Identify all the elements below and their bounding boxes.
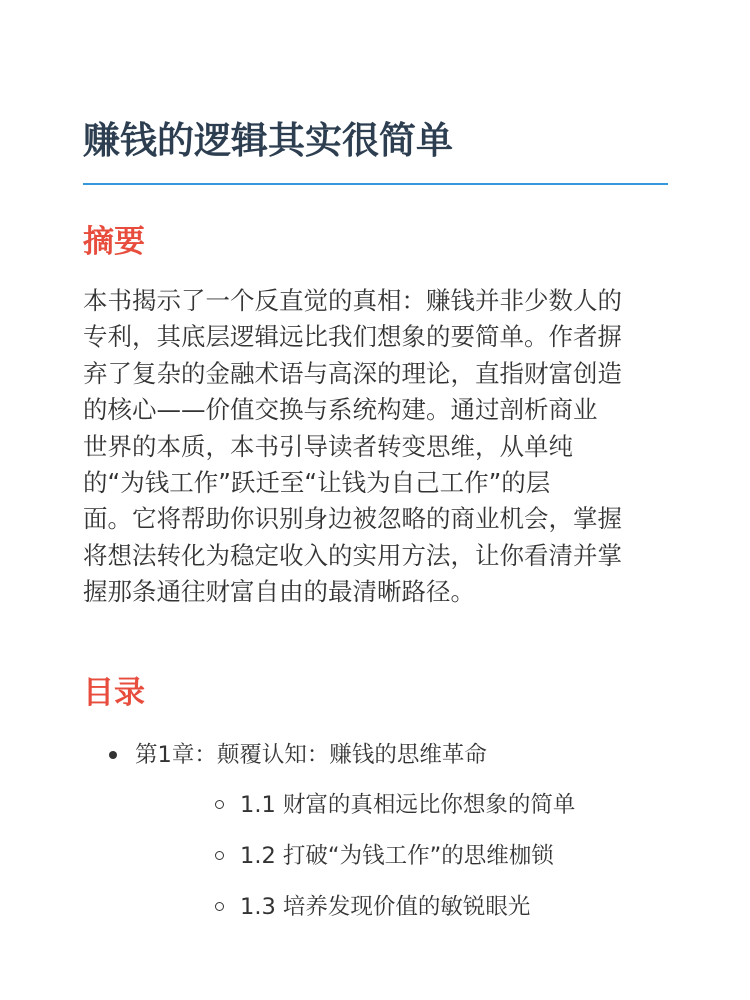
toc-section-label: 1.3 培养发现价值的敏锐眼光 — [240, 894, 531, 920]
hollow-bullet-icon — [215, 902, 224, 911]
toc-section — [135, 839, 668, 873]
summary-paragraph — [83, 283, 668, 611]
toc-section — [135, 788, 668, 822]
summary-line: 弃了复杂的金融术语与高深的理论，直指财富创造 — [83, 358, 622, 388]
summary-line: 面。它将帮助你识别身边被忽略的商业机会，掌握 — [83, 504, 622, 534]
document-title: 赚钱的逻辑其实很简单 — [83, 119, 453, 162]
summary-line: 的“为钱工作”跃迁至“让钱为自己工作”的层 — [83, 467, 551, 497]
summary-heading: 摘要 — [83, 224, 145, 260]
summary-line: 专利，其底层逻辑远比我们想象的要简单。作者摒 — [83, 322, 622, 352]
toc-section-list — [135, 788, 668, 924]
toc-heading: 目录 — [83, 675, 145, 711]
summary-line: 将想法转化为稳定收入的实用方法，让你看清并掌 — [83, 540, 622, 570]
toc-section-label: 1.1 财富的真相远比你想象的简单 — [240, 792, 576, 818]
filled-bullet-icon — [109, 751, 117, 759]
summary-line: 世界的本质，本书引导读者转变思维，从单纯 — [83, 431, 573, 461]
toc-chapter — [83, 738, 668, 924]
summary-line: 本书揭示了一个反直觉的真相：赚钱并非少数人的 — [83, 286, 622, 315]
table-of-contents — [83, 738, 668, 941]
summary-line: 握那条通往财富自由的最清晰路径。 — [83, 577, 475, 607]
hollow-bullet-icon — [215, 800, 224, 809]
toc-chapter-label: 第1章：颠覆认知：赚钱的思维革命 — [135, 742, 487, 768]
toc-section-label: 1.2 打破“为钱工作”的思维枷锁 — [240, 843, 554, 869]
toc-section — [135, 890, 668, 924]
summary-line: 的核心——价值交换与系统构建。通过剖析商业 — [83, 395, 598, 425]
hollow-bullet-icon — [215, 851, 224, 860]
title-divider — [83, 183, 668, 185]
